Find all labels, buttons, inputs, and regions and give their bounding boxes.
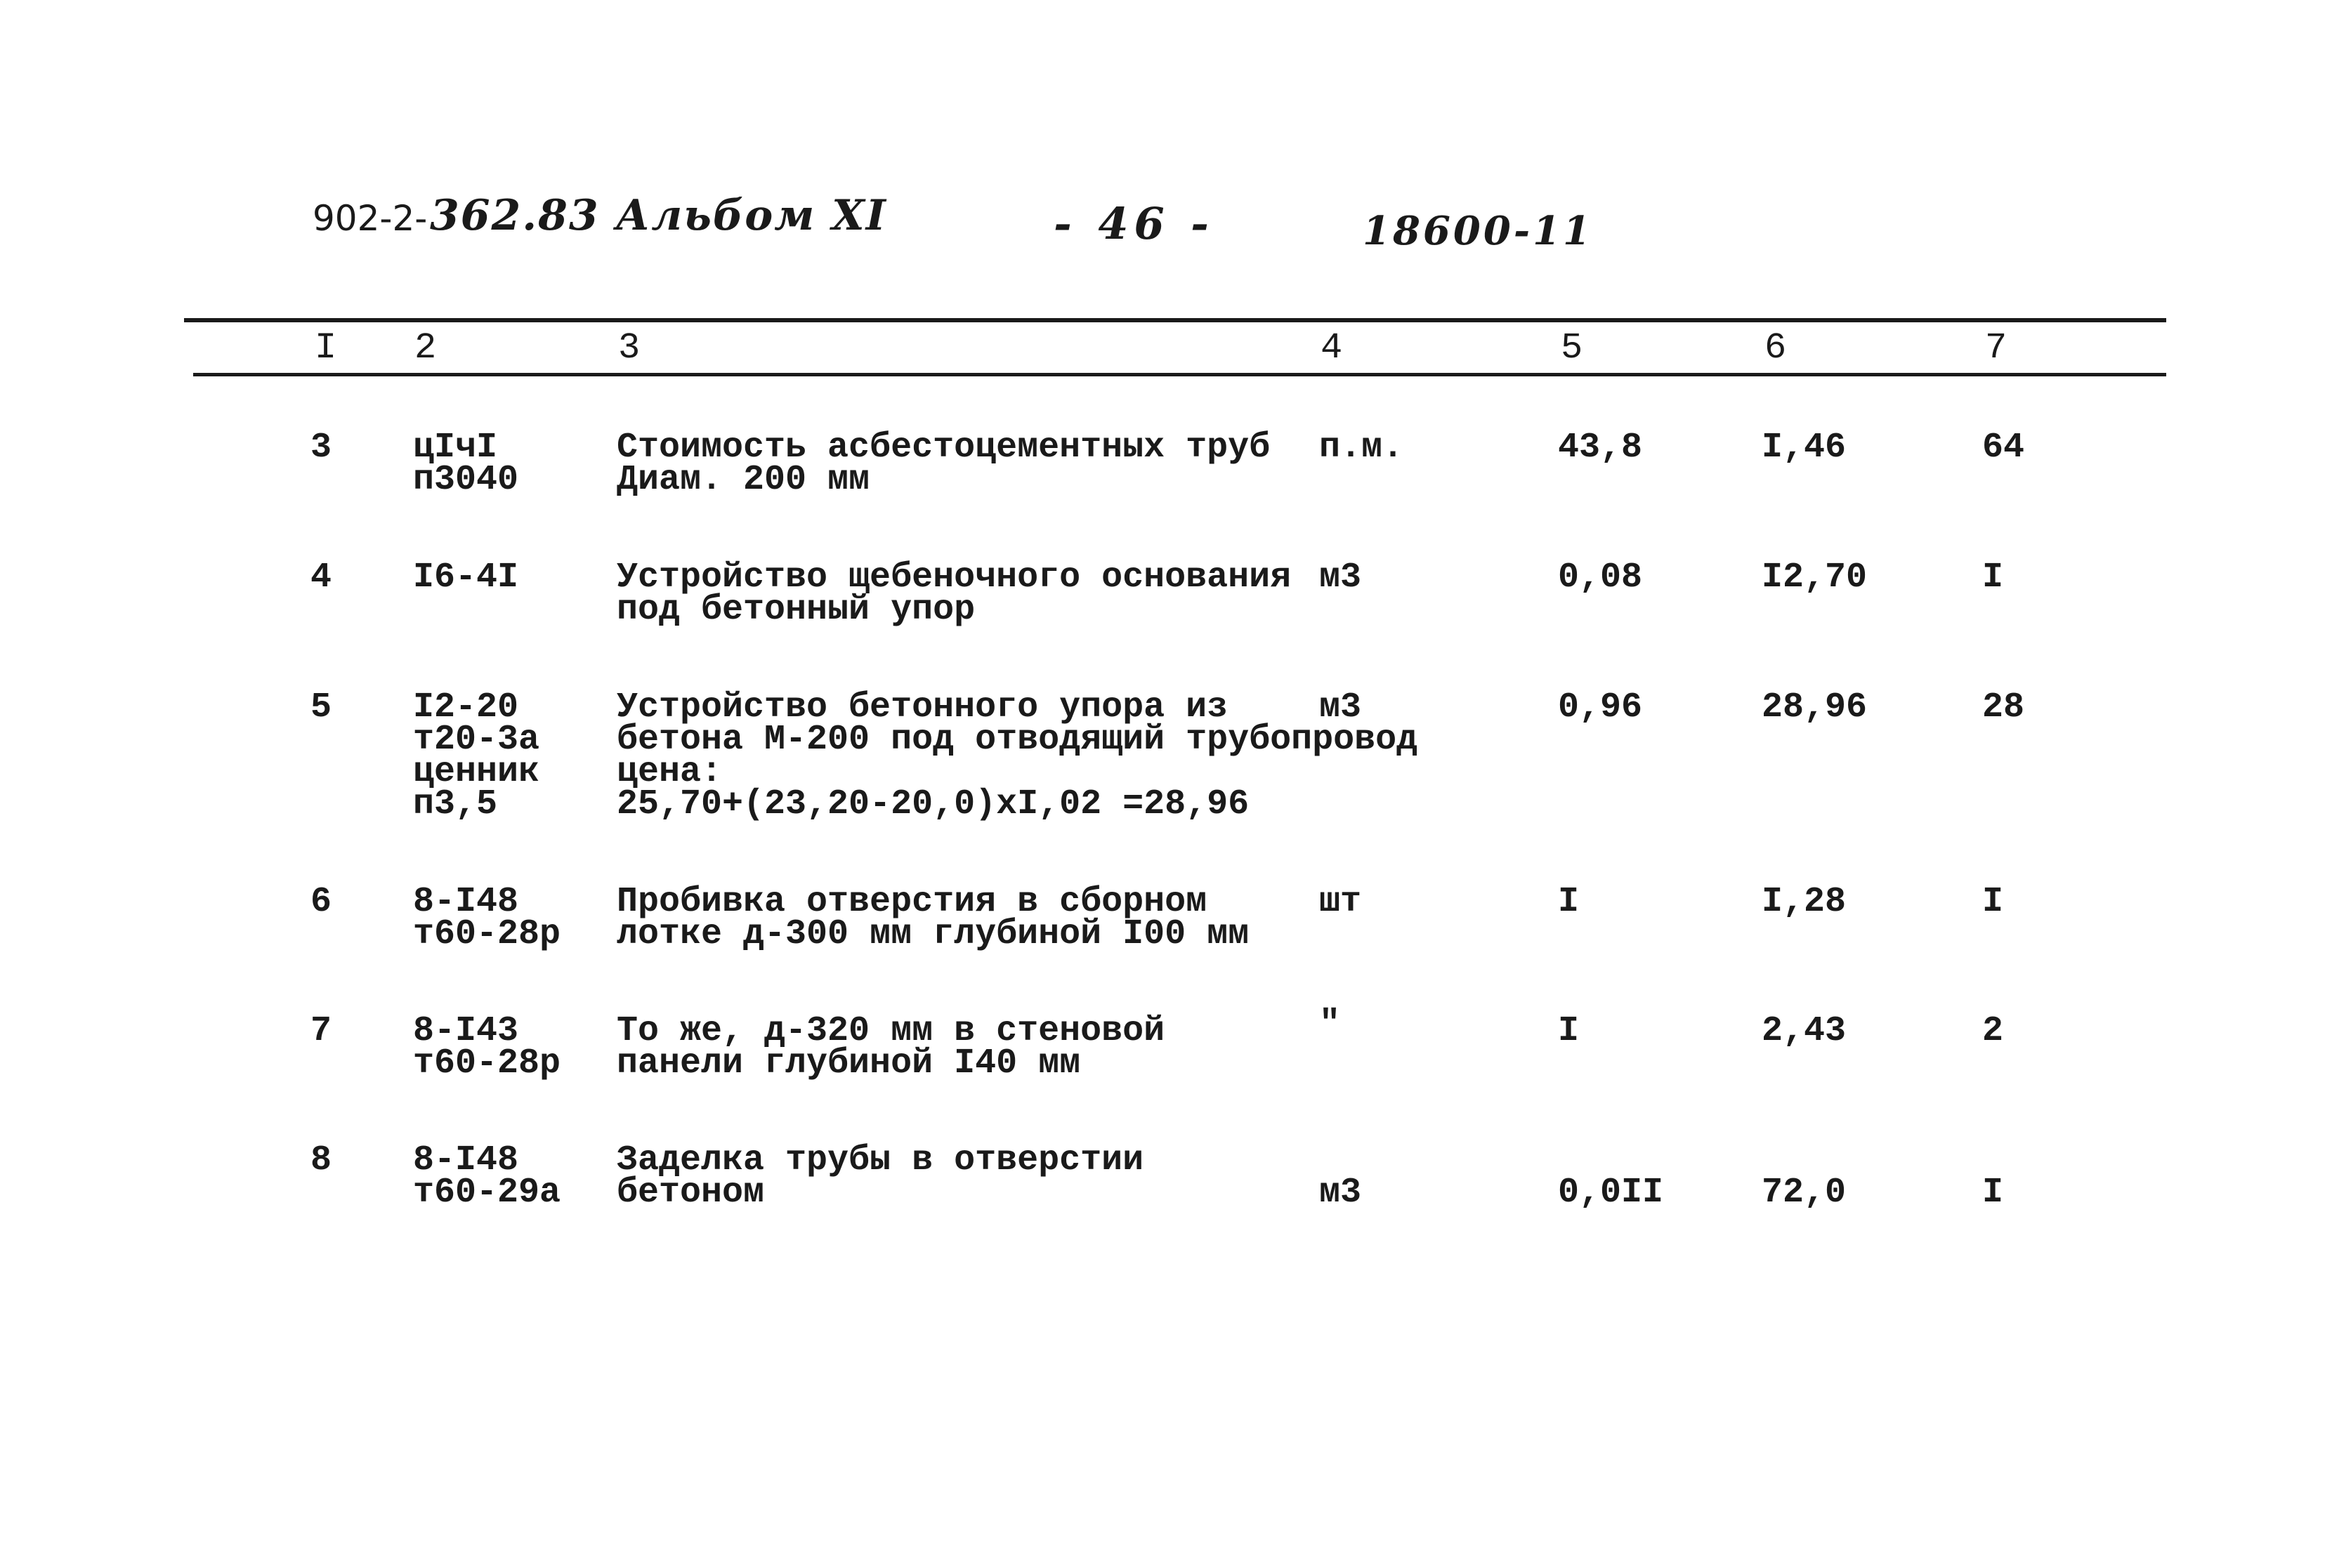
- total-cost: I: [1982, 558, 2004, 598]
- column-header-6: 6: [1764, 327, 1787, 369]
- work-description: То же, д-320 мм в стеновой панели глубиной I40 мм: [617, 1011, 1165, 1083]
- work-description: Устройство щебеночного основания под бетонный упор: [617, 558, 1292, 630]
- total-cost: I: [1982, 882, 2004, 922]
- rate-code: 8-I48 т60-29а: [413, 1140, 561, 1213]
- row-number: 6: [310, 882, 332, 922]
- unit: м3: [1319, 687, 1362, 727]
- rate-code: I6-4I: [413, 558, 519, 598]
- unit-price: 28,96: [1762, 687, 1868, 727]
- column-header-5: 5: [1561, 327, 1583, 369]
- unit-price: 72,0: [1762, 1173, 1847, 1213]
- unit: п.м.: [1319, 428, 1404, 468]
- quantity: I: [1558, 1011, 1580, 1051]
- page-number: - 46 -: [1054, 198, 1214, 249]
- quantity: 0,0II: [1558, 1173, 1664, 1213]
- unit-ditto-mark: ": [1319, 1004, 1341, 1044]
- row-number: 3: [310, 428, 332, 468]
- table-top-rule: [184, 318, 2166, 322]
- work-description: Стоимость асбестоцементных труб Диам. 200 мм: [617, 428, 1271, 500]
- column-header-2: 2: [414, 327, 437, 369]
- column-header-3: 3: [618, 327, 641, 369]
- total-cost: 64: [1982, 428, 2025, 468]
- inventory-number: 18600-11: [1363, 208, 1593, 254]
- row-number: 7: [310, 1011, 332, 1051]
- rate-code: цIчI п3040: [413, 428, 519, 500]
- row-number: 4: [310, 558, 332, 598]
- unit-price: I,28: [1762, 882, 1847, 922]
- quantity: I: [1558, 882, 1580, 922]
- column-header-1: I: [315, 327, 337, 369]
- work-description: Пробивка отверстия в сборном лотке д-300 мм глубиной I00 мм: [617, 882, 1250, 954]
- quantity: 0,08: [1558, 558, 1643, 598]
- column-header-4: 4: [1321, 327, 1343, 369]
- unit: м3: [1319, 1173, 1362, 1213]
- unit-price: 2,43: [1762, 1011, 1847, 1051]
- work-description: Устройство бетонного упора из бетона М-200 под отводящий трубопровод цена: 25,70+(23,20-20,0)хI,02 =28,96: [617, 687, 1418, 824]
- album-handwritten-note: 362.83 Альбом XI: [430, 191, 887, 240]
- quantity: 43,8: [1558, 428, 1643, 468]
- unit: м3: [1319, 558, 1362, 598]
- unit-price: I,46: [1762, 428, 1847, 468]
- quantity: 0,96: [1558, 687, 1643, 727]
- table-header-rule: [193, 373, 2166, 376]
- document-code: 902-2-: [313, 198, 428, 239]
- work-description: Заделка трубы в отверстии бетоном: [617, 1140, 1144, 1213]
- unit: шт: [1319, 882, 1362, 922]
- rate-code: 8-I48 т60-28р: [413, 882, 561, 954]
- row-number: 5: [310, 687, 332, 727]
- total-cost: 2: [1982, 1011, 2004, 1051]
- column-header-7: 7: [1985, 327, 2007, 369]
- total-cost: I: [1982, 1173, 2004, 1213]
- unit-price: I2,70: [1762, 558, 1868, 598]
- row-number: 8: [310, 1140, 332, 1180]
- rate-code: I2-20 т20-3а ценник п3,5: [413, 687, 540, 824]
- rate-code: 8-I43 т60-28р: [413, 1011, 561, 1083]
- total-cost: 28: [1982, 687, 2025, 727]
